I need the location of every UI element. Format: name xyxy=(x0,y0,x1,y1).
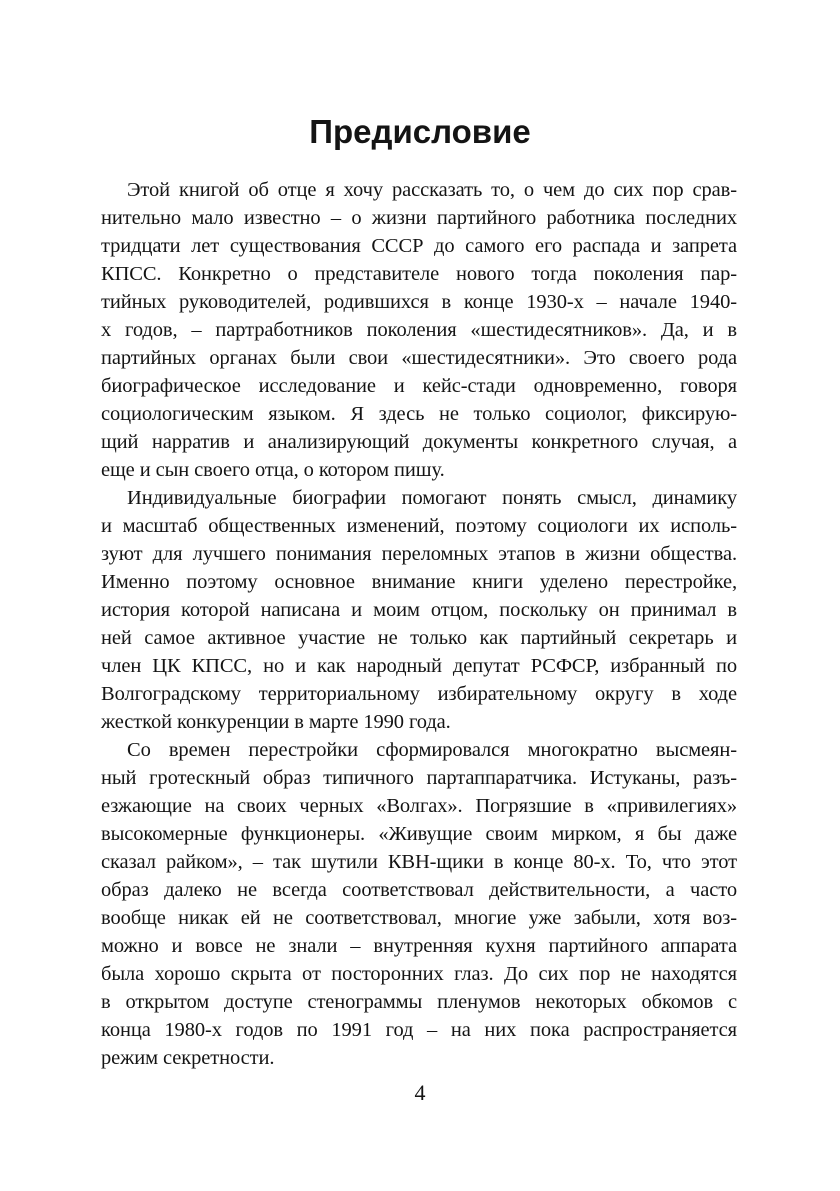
text-line: зуют для лучшего понимания переломных этапов в жизни общества. xyxy=(101,543,737,565)
text-line: еще и сын своего отца, о котором пишу. xyxy=(101,459,445,481)
text-line: партийных органах были свои «шестидесятники». Это своего рода xyxy=(101,347,737,369)
text-line: тридцати лет существования СССР до самого его распада и запрета xyxy=(101,235,737,257)
text-line: биографическое исследование и кейс-стади одновременно, говоря xyxy=(101,375,737,397)
page-number: 4 xyxy=(414,1080,426,1105)
text-line: Этой книгой об отце я хочу рассказать то, о чем до сих пор срав- xyxy=(127,179,737,201)
text-line: жесткой конкуренции в марте 1990 года. xyxy=(101,711,451,733)
text-line: конца 1980-х годов по 1991 год – на них пока распространяется xyxy=(101,1019,737,1041)
text-line: в открытом доступе стенограммы пленумов некоторых обкомов с xyxy=(101,991,737,1013)
text-line: высокомерные функционеры. «Живущие своим мирком, я бы даже xyxy=(101,823,737,845)
text-line: тийных руководителей, родившихся в конце 1930-х – начале 1940- xyxy=(101,291,737,313)
text-line: образ далеко не всегда соответствовал действительности, а часто xyxy=(101,879,737,901)
text-line: Волгоградскому территориальному избирательному округу в ходе xyxy=(101,683,737,705)
text-line: нительно мало известно – о жизни партийного работника последних xyxy=(101,207,737,229)
text-line: КПСС. Конкретно о представителе нового тогда поколения пар- xyxy=(101,263,737,285)
text-line: история которой написана и моим отцом, поскольку он принимал в xyxy=(101,599,737,621)
text-line: ней самое активное участие не только как партийный секретарь и xyxy=(101,627,737,649)
text-line: х годов, – партработников поколения «шестидесятников». Да, и в xyxy=(101,319,737,341)
body-text xyxy=(101,176,737,1072)
text-line: можно и вовсе не знали – внутренняя кухня партийного аппарата xyxy=(101,935,737,957)
text-line: член ЦК КПСС, но и как народный депутат РСФСР, избранный по xyxy=(101,655,737,677)
text-line: режим секретности. xyxy=(101,1047,275,1069)
text-line: и масштаб общественных изменений, поэтому социологи их исполь- xyxy=(101,515,737,537)
text-line: вообще никак ей не соответствовал, многие уже забыли, хотя воз- xyxy=(101,907,737,929)
text-line: сказал райком», – так шутили КВН-щики в конце 80-х. То, что этот xyxy=(101,851,737,873)
text-line: Индивидуальные биографии помогают понять смысл, динамику xyxy=(127,487,737,509)
text-line: Со времен перестройки сформировался многократно высмеян- xyxy=(127,739,737,761)
text-line: была хорошо скрыта от посторонних глаз. До сих пор не находятся xyxy=(101,963,737,985)
page-title: Предисловие xyxy=(309,113,531,150)
text-line: социологическим языком. Я здесь не только социолог, фиксирую- xyxy=(101,403,737,425)
text-line: езжающие на своих черных «Волгах». Погрязшие в «привилегиях» xyxy=(101,795,737,817)
text-line: Именно поэтому основное внимание книги уделено перестройке, xyxy=(101,571,737,593)
text-line: щий нарратив и анализирующий документы конкретного случая, а xyxy=(101,431,737,453)
text-line: ный гротескный образ типичного партаппаратчика. Истуканы, разъ- xyxy=(101,767,737,789)
